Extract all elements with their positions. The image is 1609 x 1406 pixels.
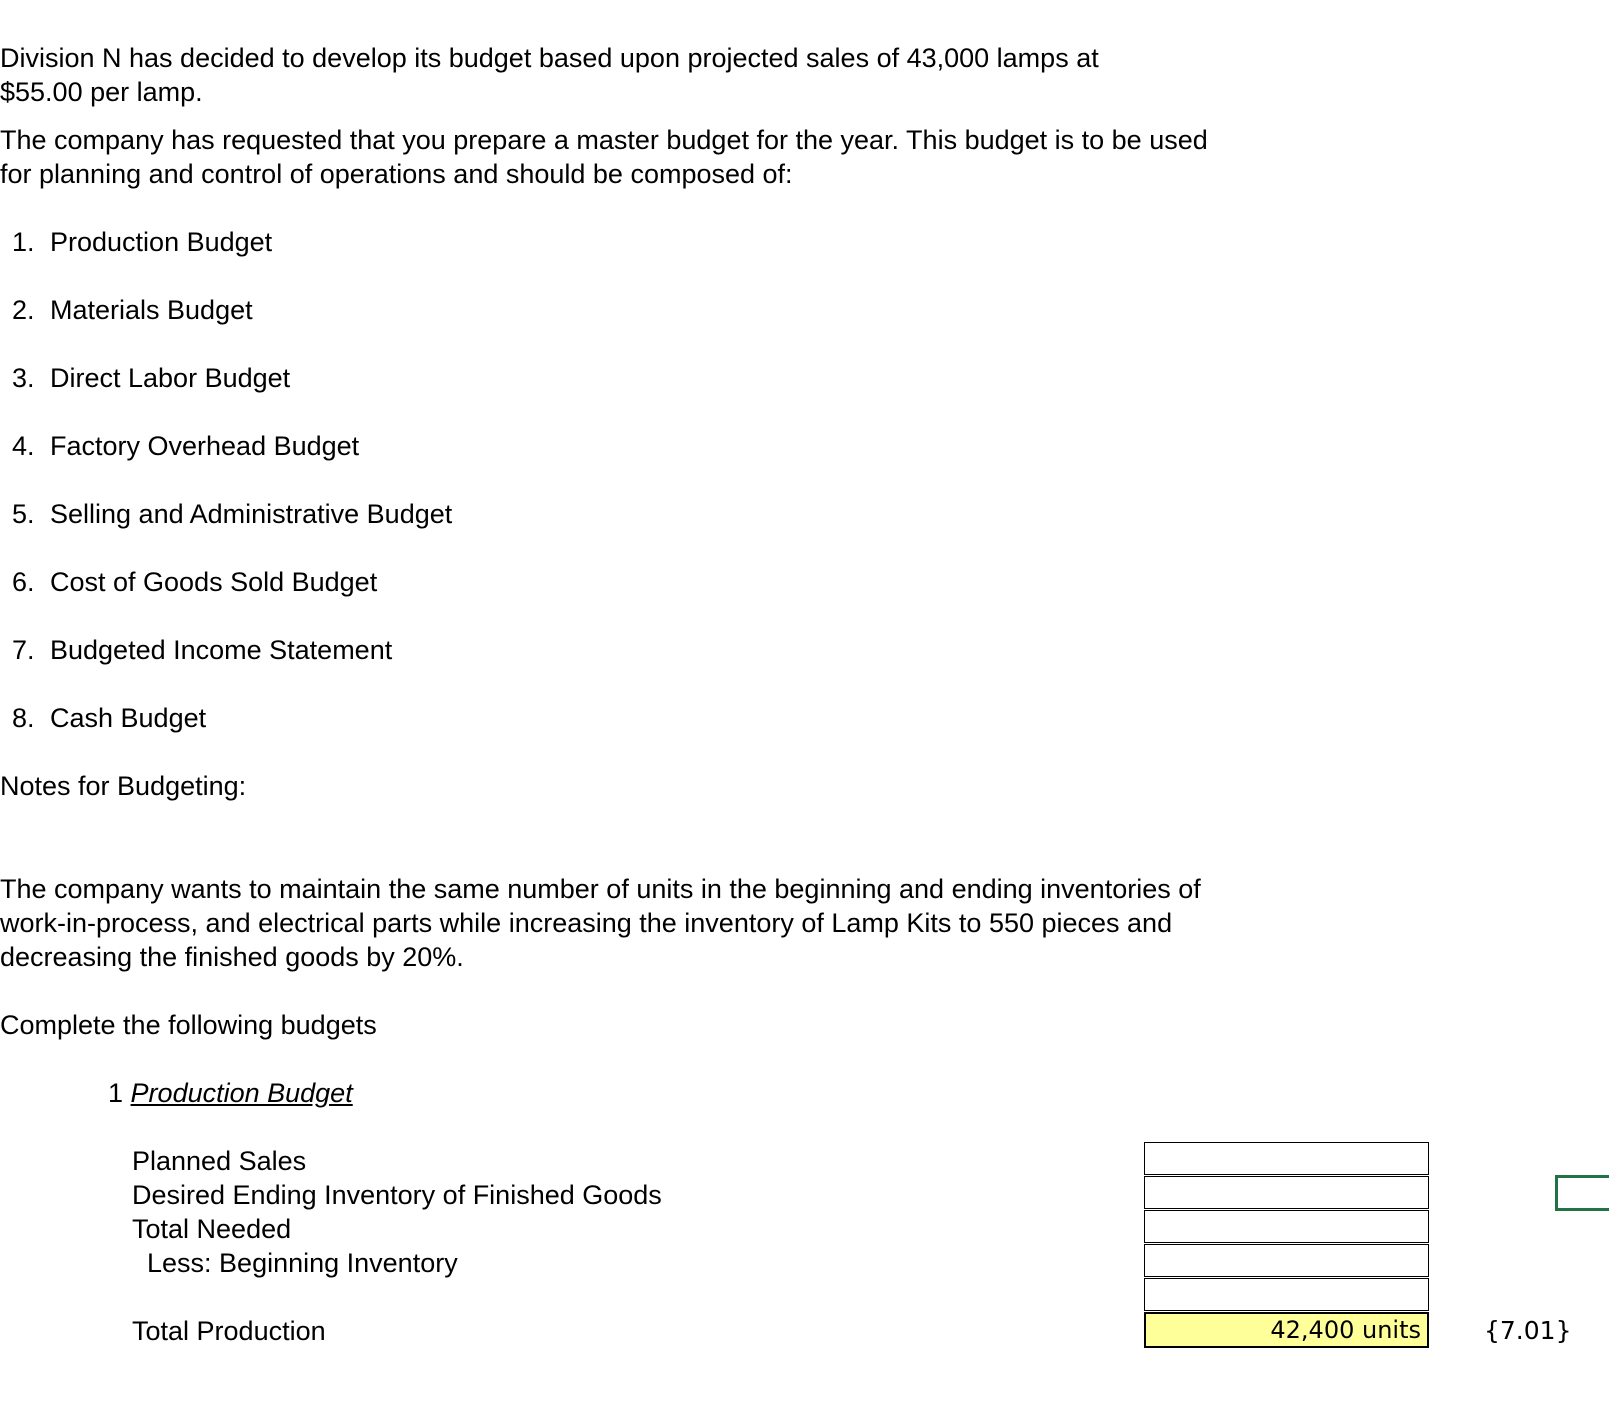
budget-item [12,225,272,259]
budget-item [12,293,253,327]
budget-item-number: 5. [12,499,35,529]
budget-item-label: Direct Labor Budget [50,363,291,393]
notes-line-3: decreasing the finished goods by 20%. [0,942,464,972]
planned-sales-input[interactable] [1144,1142,1429,1175]
section-title: Production Budget [130,1078,353,1108]
notes-line-1: The company wants to maintain the same number of units in the beginning and ending inventories of [0,874,1201,904]
budget-item-label: Selling and Administrative Budget [50,499,453,529]
budget-item-number: 3. [12,363,35,393]
instruction-text: Complete the following budgets [0,1010,377,1040]
row-label-desired-ending-inventory: Desired Ending Inventory of Finished Goods [132,1180,662,1210]
notes-line-2: work-in-process, and electrical parts while increasing the inventory of Lamp Kits to 550 pieces and [0,908,1173,938]
intro-line-4: for planning and control of operations and should be composed of: [0,159,793,189]
blank-input[interactable] [1144,1278,1429,1311]
budget-item-label: Factory Overhead Budget [50,431,360,461]
budget-item-label: Production Budget [50,227,273,257]
budget-item [12,633,392,667]
intro-line-3: The company has requested that you prepare a master budget for the year. This budget is to be used [0,125,1208,155]
row-label-total-production: Total Production [132,1316,326,1346]
budget-item-number: 2. [12,295,35,325]
intro-line-1: Division N has decided to develop its budget based upon projected sales of 43,000 lamps at [0,43,1099,73]
notes-heading: Notes for Budgeting: [0,771,247,801]
budget-item-label: Cost of Goods Sold Budget [50,567,378,597]
intro-line-2: $55.00 per lamp. [0,77,203,107]
beginning-inventory-input[interactable] [1144,1244,1429,1277]
desired-ending-inventory-input[interactable] [1144,1176,1429,1209]
budget-item-number: 7. [12,635,35,665]
budget-item-label: Materials Budget [50,295,253,325]
budget-item [12,429,359,463]
budget-item [12,497,452,531]
row-label-planned-sales: Planned Sales [132,1146,307,1176]
section-number: 1 [108,1078,124,1108]
reference-code: {7.01} [1484,1316,1572,1345]
selected-cell-outline[interactable] [1555,1175,1609,1211]
budget-item [12,361,290,395]
budget-item-label: Budgeted Income Statement [50,635,393,665]
total-production-cell[interactable]: 42,400 units [1144,1312,1429,1348]
budget-item [12,701,206,735]
total-needed-input[interactable] [1144,1210,1429,1243]
budget-item [12,565,377,599]
budget-item-label: Cash Budget [50,703,207,733]
row-label-beginning-inventory: Less: Beginning Inventory [132,1248,458,1278]
section-heading [108,1076,353,1110]
row-label-total-needed: Total Needed [132,1214,292,1244]
budget-item-number: 1. [12,227,35,257]
budget-item-number: 8. [12,703,35,733]
budget-item-number: 6. [12,567,35,597]
budget-item-number: 4. [12,431,35,461]
